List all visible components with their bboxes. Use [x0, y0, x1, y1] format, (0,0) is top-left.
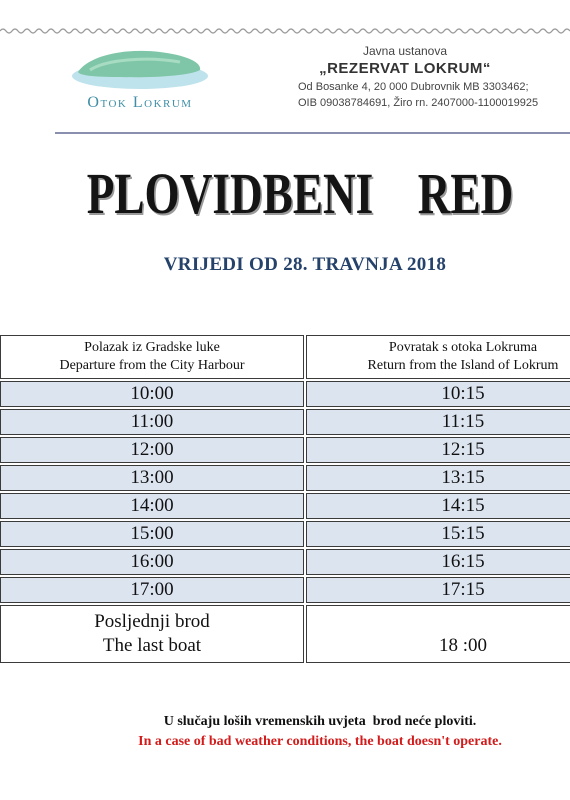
departure-column-header — [0, 335, 304, 379]
organization-block — [280, 44, 570, 111]
valid-from-subtitle: VRIJEDI OD 28. TRAVNJA 2018 — [163, 254, 447, 275]
return-time: 12:15 — [306, 437, 570, 463]
otok-lokrum-logo — [50, 42, 230, 114]
organization-ids: OIB 09038784691, Žiro rn. 2407000-1100019925 — [298, 97, 539, 109]
departure-time: 16:00 — [0, 549, 304, 575]
return-header-hr: Povratak s otoka Lokruma — [388, 340, 538, 355]
weather-notice-hr: U slučaju loših vremenskih uvjeta brod neće ploviti. — [163, 714, 477, 729]
last-boat-time: 18 :00 — [306, 605, 570, 663]
last-boat-label — [0, 605, 304, 663]
return-time: 10:15 — [306, 381, 570, 407]
last-boat-label-en: The last boat — [102, 635, 202, 656]
table-row — [0, 549, 570, 575]
weather-notice — [0, 712, 570, 752]
last-boat-label-hr: Posljednji brod — [94, 611, 210, 632]
departure-header-en: Departure from the City Harbour — [59, 358, 245, 373]
organization-address: Od Bosanke 4, 20 000 Dubrovnik MB 3303462; — [298, 81, 529, 93]
decorative-wave-border — [0, 26, 570, 36]
table-row — [0, 577, 570, 603]
departure-time: 15:00 — [0, 521, 304, 547]
table-row — [0, 493, 570, 519]
table-header-row — [0, 335, 570, 379]
last-boat-row — [0, 605, 570, 663]
schedule-table — [0, 333, 570, 665]
return-time: 14:15 — [306, 493, 570, 519]
return-column-header — [306, 335, 570, 379]
header-divider — [55, 132, 570, 134]
organization-name: „REZERVAT LOKRUM“ — [319, 60, 491, 77]
departure-time: 11:00 — [0, 409, 304, 435]
table-row — [0, 465, 570, 491]
logo-text: Otok Lokrum — [87, 94, 193, 111]
return-time: 15:15 — [306, 521, 570, 547]
organization-type: Javna ustanova — [362, 44, 448, 58]
table-row — [0, 381, 570, 407]
departure-time: 17:00 — [0, 577, 304, 603]
return-time: 17:15 — [306, 577, 570, 603]
departure-time: 12:00 — [0, 437, 304, 463]
table-row — [0, 437, 570, 463]
departure-header-hr: Polazak iz Gradske luke — [84, 340, 220, 355]
departure-time: 13:00 — [0, 465, 304, 491]
departure-time: 10:00 — [0, 381, 304, 407]
return-header-en: Return from the Island of Lokrum — [367, 358, 559, 373]
table-row — [0, 521, 570, 547]
page-title: PLOVIDBENI RED — [86, 161, 514, 226]
departure-time: 14:00 — [0, 493, 304, 519]
return-time: 11:15 — [306, 409, 570, 435]
island-logo-icon — [50, 42, 230, 98]
return-time: 16:15 — [306, 549, 570, 575]
table-row — [0, 409, 570, 435]
weather-notice-en: In a case of bad weather conditions, the boat doesn't operate. — [138, 734, 502, 749]
return-time: 13:15 — [306, 465, 570, 491]
